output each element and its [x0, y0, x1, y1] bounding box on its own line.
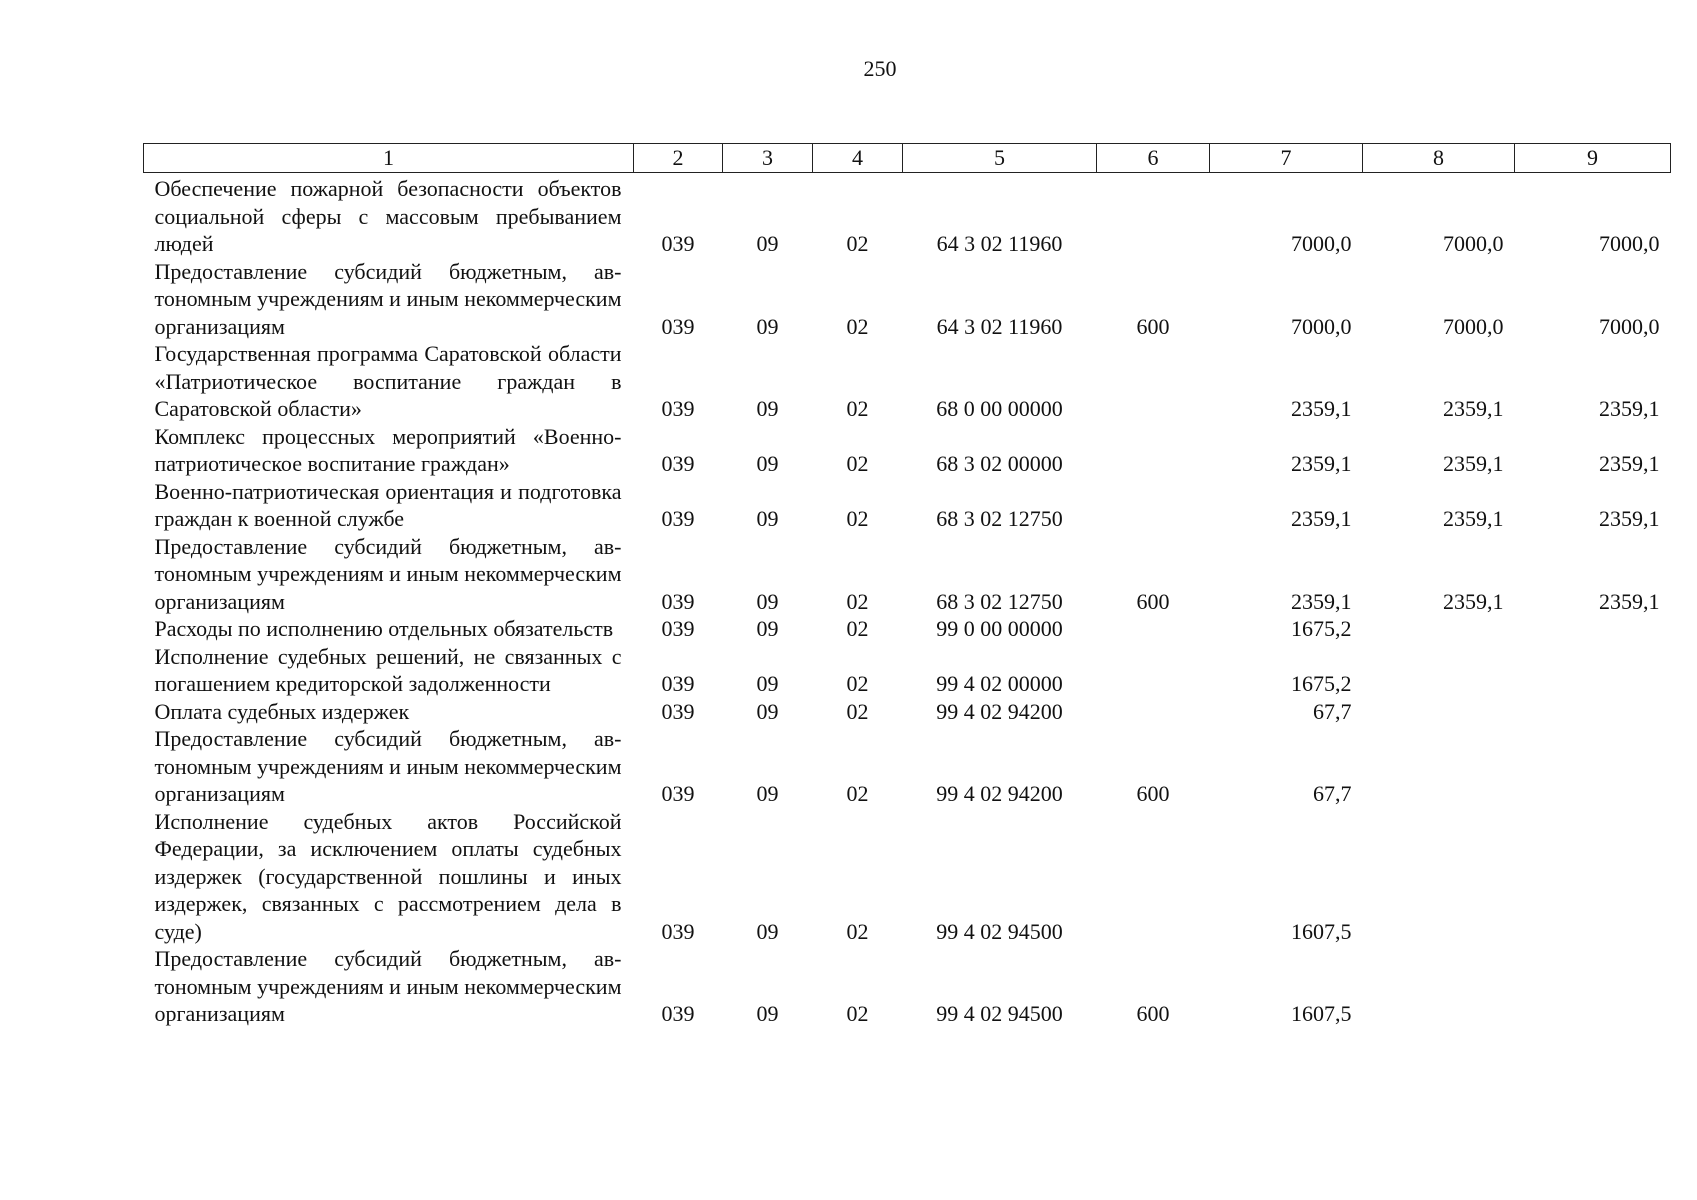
row-amount-2 — [1363, 643, 1515, 698]
header-cell-4: 4 — [813, 144, 903, 173]
row-amount-1: 67,7 — [1313, 781, 1352, 806]
row-admin-code: 039 — [661, 396, 695, 421]
row-expense-type — [1097, 423, 1210, 478]
row-section: 09 — [756, 506, 779, 531]
table-row — [144, 173, 1671, 258]
row-expense-type — [1097, 340, 1210, 423]
row-subsection: 02 — [846, 698, 869, 724]
row-admin-code: 039 — [661, 616, 695, 641]
row-amount-3 — [1515, 945, 1671, 1028]
row-amount-3 — [1515, 808, 1671, 946]
row-amount-1: 2359,1 — [1291, 451, 1352, 476]
row-name: Предоставление субсидий бюджетным, автономным учреждениям и иным некоммерческим организациям — [154, 258, 622, 339]
row-amount-3 — [1515, 615, 1671, 643]
row-expense-type — [1097, 478, 1210, 533]
row-name: Предоставление субсидий бюджетным, автономным учреждениям и иным некоммерческим организациям — [154, 726, 622, 806]
table-row — [144, 478, 1671, 533]
row-amount-3: 2359,1 — [1599, 588, 1660, 614]
row-subsection: 02 — [846, 918, 869, 944]
table-row — [144, 340, 1671, 423]
row-subsection: 02 — [846, 451, 869, 476]
table-row — [144, 725, 1671, 808]
table-header — [144, 144, 1671, 173]
row-admin-code: 039 — [661, 698, 695, 724]
row-target-article: 68 3 02 12750 — [936, 588, 1063, 614]
row-target-article: 99 4 02 00000 — [936, 671, 1063, 696]
header-cell-2: 2 — [634, 144, 723, 173]
row-admin-code: 039 — [661, 671, 695, 696]
row-amount-1: 7000,0 — [1291, 313, 1352, 339]
row-expense-type — [1097, 698, 1210, 726]
header-cell-3: 3 — [723, 144, 813, 173]
table-body — [144, 173, 1671, 1028]
row-amount-3: 7000,0 — [1599, 313, 1660, 339]
row-section: 09 — [756, 231, 779, 256]
row-amount-1: 1607,5 — [1291, 918, 1352, 944]
row-amount-2: 7000,0 — [1443, 231, 1504, 256]
row-admin-code: 039 — [661, 781, 695, 806]
row-name: Оплата судебных издержек — [154, 698, 410, 724]
page-number: 250 — [863, 56, 897, 81]
row-subsection: 02 — [846, 781, 869, 806]
row-section: 09 — [756, 396, 779, 421]
row-subsection: 02 — [846, 1001, 869, 1026]
row-amount-3: 2359,1 — [1599, 396, 1660, 421]
table-row — [144, 258, 1671, 341]
row-expense-type — [1097, 173, 1210, 258]
row-amount-2 — [1363, 945, 1515, 1028]
row-name: Расходы по исполнению отдельных обязательств — [154, 616, 614, 641]
row-name: Предоставление субсидий бюджетным, автономным учреждениям и иным некоммерческим организациям — [154, 946, 622, 1026]
row-target-article: 68 0 00 00000 — [936, 396, 1063, 421]
row-admin-code: 039 — [661, 451, 695, 476]
row-expense-type — [1097, 615, 1210, 643]
row-expense-type: 600 — [1136, 313, 1170, 339]
row-name: Предоставление субсидий бюджетным, автономным учреждениям и иным некоммерческим организациям — [154, 533, 622, 614]
header-cell-9: 9 — [1515, 144, 1671, 173]
row-section: 09 — [756, 1001, 779, 1026]
row-section: 09 — [756, 671, 779, 696]
row-subsection: 02 — [846, 588, 869, 614]
row-amount-1: 7000,0 — [1291, 231, 1352, 256]
row-expense-type: 600 — [1136, 1001, 1170, 1026]
row-section: 09 — [756, 698, 779, 724]
row-target-article: 68 3 02 00000 — [936, 451, 1063, 476]
table-row — [144, 808, 1671, 946]
row-section: 09 — [756, 781, 779, 806]
row-admin-code: 039 — [661, 231, 695, 256]
header-row — [144, 144, 1671, 173]
row-amount-3 — [1515, 698, 1671, 726]
row-name: Государственная программа Саратовской области «Патриотическое воспитание граждан в Саратовской области» — [154, 341, 622, 421]
row-admin-code: 039 — [661, 1001, 695, 1026]
table-row — [144, 698, 1671, 726]
row-target-article: 99 0 00 00000 — [936, 616, 1063, 641]
row-amount-3: 2359,1 — [1599, 506, 1660, 531]
row-amount-2: 2359,1 — [1443, 396, 1504, 421]
row-subsection: 02 — [846, 616, 869, 641]
row-section: 09 — [756, 451, 779, 476]
row-amount-3: 2359,1 — [1599, 451, 1660, 476]
row-target-article: 99 4 02 94500 — [936, 1001, 1063, 1026]
row-amount-2 — [1363, 615, 1515, 643]
row-amount-2: 2359,1 — [1443, 506, 1504, 531]
row-section: 09 — [756, 616, 779, 641]
row-admin-code: 039 — [661, 918, 695, 944]
row-target-article: 64 3 02 11960 — [936, 313, 1063, 339]
budget-table — [143, 143, 1671, 1028]
table-row — [144, 615, 1671, 643]
row-amount-2: 7000,0 — [1443, 313, 1504, 339]
row-expense-type: 600 — [1136, 588, 1170, 614]
header-cell-8: 8 — [1363, 144, 1515, 173]
row-expense-type — [1097, 808, 1210, 946]
row-target-article: 68 3 02 12750 — [936, 506, 1063, 531]
row-subsection: 02 — [846, 396, 869, 421]
row-target-article: 99 4 02 94500 — [936, 918, 1063, 944]
row-subsection: 02 — [846, 671, 869, 696]
row-target-article: 99 4 02 94200 — [936, 698, 1063, 724]
row-expense-type: 600 — [1136, 781, 1170, 806]
row-amount-2: 2359,1 — [1443, 588, 1504, 614]
row-amount-1: 1675,2 — [1291, 671, 1352, 696]
row-name: Исполнение судебных актов Российской Федерации, за исключением оплаты судебных издержек (государственной пошлины и иных издержек, связанных с рассмотрением дела в суде) — [154, 808, 622, 944]
header-cell-5: 5 — [903, 144, 1097, 173]
row-target-article: 99 4 02 94200 — [936, 781, 1063, 806]
row-subsection: 02 — [846, 506, 869, 531]
row-subsection: 02 — [846, 313, 869, 339]
row-amount-3 — [1515, 643, 1671, 698]
row-name: Военно-патриотическая ориентация и подготовка граждан к военной службе — [154, 478, 622, 531]
row-section: 09 — [756, 588, 779, 614]
table-row — [144, 945, 1671, 1028]
row-amount-1: 67,7 — [1313, 698, 1352, 724]
row-amount-1: 1607,5 — [1291, 1001, 1352, 1026]
row-section: 09 — [756, 918, 779, 944]
row-amount-3: 7000,0 — [1599, 231, 1660, 256]
row-amount-1: 1675,2 — [1291, 616, 1352, 641]
table-row — [144, 533, 1671, 616]
row-amount-2 — [1363, 698, 1515, 726]
row-section: 09 — [756, 313, 779, 339]
row-amount-3 — [1515, 725, 1671, 808]
row-amount-1: 2359,1 — [1291, 588, 1352, 614]
header-cell-1: 1 — [144, 144, 634, 173]
row-expense-type — [1097, 643, 1210, 698]
table-row — [144, 643, 1671, 698]
row-admin-code: 039 — [661, 313, 695, 339]
row-target-article: 64 3 02 11960 — [936, 231, 1063, 256]
header-cell-6: 6 — [1097, 144, 1210, 173]
row-amount-1: 2359,1 — [1291, 396, 1352, 421]
row-amount-1: 2359,1 — [1291, 506, 1352, 531]
row-admin-code: 039 — [661, 588, 695, 614]
header-cell-7: 7 — [1210, 144, 1363, 173]
row-admin-code: 039 — [661, 506, 695, 531]
row-name: Комплекс процессных мероприятий «Военно-патриотическое воспитание граждан» — [154, 423, 622, 476]
row-amount-2: 2359,1 — [1443, 451, 1504, 476]
row-amount-2 — [1363, 725, 1515, 808]
row-name: Обеспечение пожарной безопасности объектов социальной сферы с массовым пребыванием людей — [154, 176, 622, 256]
row-name: Исполнение судебных решений, не связанных с погашением кредиторской задолженности — [154, 643, 622, 696]
table-row — [144, 423, 1671, 478]
row-amount-2 — [1363, 808, 1515, 946]
row-subsection: 02 — [846, 231, 869, 256]
